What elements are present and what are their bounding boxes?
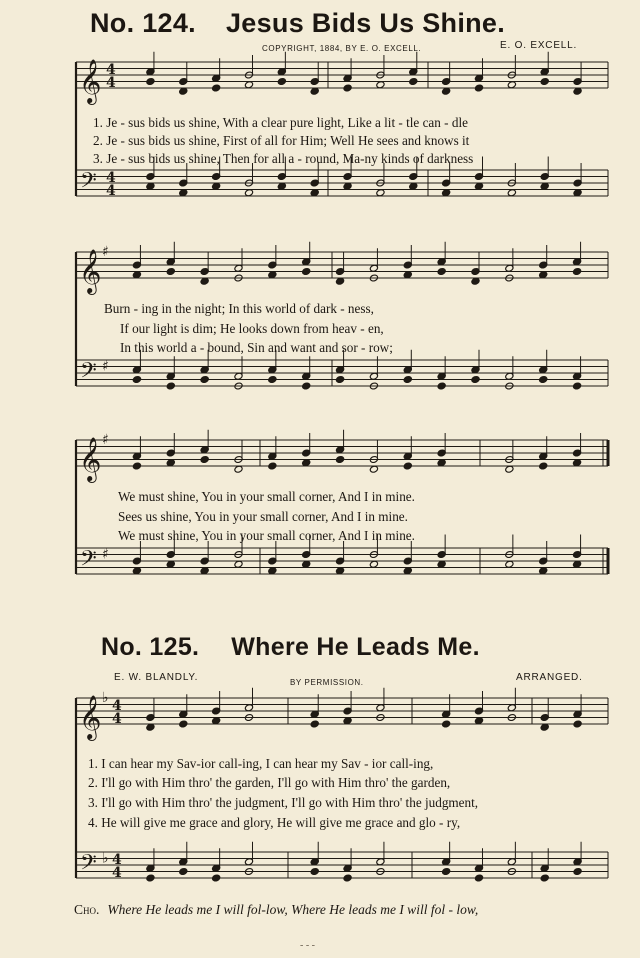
h124-sys3-note (200, 456, 209, 464)
h124-sys2-note (200, 376, 209, 384)
h125-verse4: 4. He will give me grace and glory, He will give me grace and glo - ry, (88, 815, 461, 830)
h124-sys1-note (146, 182, 155, 190)
h124-sys2-note (539, 376, 548, 384)
h124-sys1-note (507, 81, 516, 89)
h124-sys1-note (277, 78, 286, 86)
h124-sys3-note (403, 567, 412, 575)
h124-sys1-note (507, 189, 516, 197)
h124-sys3-note (505, 465, 514, 473)
h124-sys1-note (179, 189, 188, 197)
h124-sys1-treble-clef-icon: 𝄞 (79, 59, 102, 103)
h124-sys2-key-signature-icon: ♯ (102, 243, 109, 260)
h124-sys3-note (505, 560, 514, 568)
h124-sys2-note (166, 382, 175, 390)
h124-sys2-note (302, 382, 311, 390)
h124-sys3-note (200, 567, 209, 575)
h125-sys1-note (179, 720, 188, 728)
h124-sys2-note (268, 376, 277, 384)
h125-sys1-time-sig: 4 (112, 852, 122, 868)
h124-s2-line2: If our light is dim; He looks down from heav - en, (120, 321, 384, 336)
h124-sys1-bass-clef-icon: 𝄢 (80, 168, 97, 199)
h125-sys1-note (146, 874, 155, 882)
h124-sys3-note (573, 560, 582, 568)
h124-sys1-time-sig: 4 (106, 62, 116, 78)
h125-sys1-note (474, 874, 483, 882)
h124-sys3-note (302, 560, 311, 568)
h124-sys3-note (539, 462, 548, 470)
h124-sys1-note (310, 87, 319, 95)
h124-sys3-note (268, 567, 277, 575)
h124-sys1-time-sig: 4 (106, 75, 116, 91)
h124-sys1-note (212, 182, 221, 190)
h124-sys1-note (376, 189, 385, 197)
h124-sys3-key-signature-icon: ♯ (102, 546, 109, 563)
h124-sys3-note (166, 560, 175, 568)
h124-sys1-note (277, 182, 286, 190)
h124-sys2-note (403, 376, 412, 384)
h125-sys1-time-sig: 4 (112, 711, 122, 727)
h124-sys2-bass-clef-icon: 𝄢 (80, 358, 97, 389)
h124-sys3-note (437, 560, 446, 568)
h124-sys1-note (409, 182, 418, 190)
h125-sys1-note (343, 717, 352, 725)
hymn-124-name: Jesus Bids Us Shine. (225, 8, 506, 38)
h125-sys1-note (212, 717, 221, 725)
h124-sys3-note (132, 462, 141, 470)
h124-sys3-note (369, 560, 378, 568)
h124-s1-line1: 1. Je - sus bids us shine, With a clear pure light, Like a lit - tle can - dle (93, 115, 468, 130)
h124-s2-line1: Burn - ing in the night; In this world of dark - ness, (104, 301, 374, 316)
h124-sys3-treble-clef-icon: 𝄞 (79, 437, 102, 481)
page-footer-marks: - - - (300, 940, 315, 951)
h124-s2-line3: In this world a - bound, Sin and want and sor - row; (120, 340, 393, 355)
h124-sys1-note (442, 189, 451, 197)
h125-verse2: 2. I'll go with Him thro' the garden, I'll go with Him thro' the garden, (88, 775, 451, 790)
chorus-label: Cho. (74, 902, 100, 917)
h124-sys2-note (573, 268, 582, 276)
h124-sys1-note (244, 81, 253, 89)
h124-sys1-note (376, 81, 385, 89)
h124-sys2-note (336, 277, 345, 285)
h124-sys2-treble-clef-icon: 𝄞 (79, 249, 102, 293)
h124-sys2-note (302, 268, 311, 276)
hymn-125-permission: BY PERMISSION. (290, 678, 364, 687)
h124-sys3-note (336, 456, 345, 464)
h124-sys1-note (310, 189, 319, 197)
hymn-124-composer: E. O. EXCELL. (500, 40, 578, 51)
h124-sys1-note (474, 182, 483, 190)
h124-sys1-note (343, 84, 352, 92)
h124-sys2-note (166, 268, 175, 276)
h124-sys3-note (302, 459, 311, 467)
h124-sys3-note (369, 465, 378, 473)
h124-sys1-note (146, 78, 155, 86)
h125-sys1-note (310, 720, 319, 728)
h124-sys2-note (437, 268, 446, 276)
h124-sys2-note (403, 271, 412, 279)
h124-sys3-note (403, 462, 412, 470)
hymn-124-number: No. 124. (90, 8, 196, 38)
h124-sys3-bass-clef-icon: 𝄢 (80, 546, 97, 577)
h125-sys1-bass-clef-icon: 𝄢 (80, 850, 97, 881)
h124-sys2-note (539, 271, 548, 279)
h124-sys1-note (179, 87, 188, 95)
h124-sys2-note (471, 277, 480, 285)
h124-sys2-note (132, 271, 141, 279)
h124-sys3-note (573, 459, 582, 467)
h124-sys1-note (540, 182, 549, 190)
h125-sys1-note (540, 723, 549, 731)
h125-sys1-treble-clef-icon: 𝄞 (79, 695, 102, 739)
h125-sys1-note (573, 868, 582, 876)
h124-s3-line3: We must shine, You in your small corner, And I in mine. (118, 528, 415, 543)
h124-sys1-time-sig: 4 (106, 183, 116, 199)
h125-verse3: 3. I'll go with Him thro' the judgment, I'll go with Him thro' the judgment, (88, 795, 479, 810)
h125-sys1-key-signature-icon: ♭ (102, 689, 109, 706)
h124-sys1-note (573, 189, 582, 197)
h124-s3-line2: Sees us shine, You in your small corner, And I in mine. (118, 509, 408, 524)
h124-sys2-note (573, 382, 582, 390)
h124-sys2-key-signature-icon: ♯ (102, 358, 109, 375)
h124-sys1-note (212, 84, 221, 92)
hymn-125-number: No. 125. (101, 633, 200, 661)
h124-sys1-time-sig: 4 (106, 170, 116, 186)
hymn-125-arranger: ARRANGED. (516, 672, 583, 683)
h125-sys1-note (540, 874, 549, 882)
h125-sys1-note (442, 720, 451, 728)
h124-sys1-note (409, 78, 418, 86)
h125-sys1-note (212, 874, 221, 882)
h125-sys1-note (343, 874, 352, 882)
h124-sys3-note (166, 459, 175, 467)
h124-sys2-note (132, 376, 141, 384)
h124-sys1-note (474, 84, 483, 92)
h124-sys3-key-signature-icon: ♯ (102, 431, 109, 448)
h124-sys3-note (268, 462, 277, 470)
h124-sys3-note (234, 560, 243, 568)
h125-sys1-time-sig: 4 (112, 698, 122, 714)
h124-sys1-note (442, 87, 451, 95)
hymn-125-author: E. W. BLANDLY. (114, 672, 199, 683)
h124-sys2-note (336, 376, 345, 384)
h124-sys3-note (132, 567, 141, 575)
h124-sys1-note (540, 78, 549, 86)
h124-sys2-note (471, 376, 480, 384)
h125-sys1-time-sig: 4 (112, 865, 122, 881)
h124-sys2-note (200, 277, 209, 285)
h124-s1-line2: 2. Je - sus bids us shine, First of all for Him; Well He sees and knows it (93, 133, 470, 148)
hymn-125-name: Where He Leads Me. (231, 633, 480, 661)
h125-sys1-note (442, 868, 451, 876)
h124-sys3-note (539, 567, 548, 575)
h124-sys1-note (343, 182, 352, 190)
h125-sys1-note (146, 723, 155, 731)
h124-sys2-note (437, 382, 446, 390)
h125-sys1-key-signature-icon: ♭ (102, 850, 109, 867)
h124-sys3-note (437, 459, 446, 467)
h125-verse1: 1. I can hear my Sav-ior call-ing, I can hear my Sav - ior call-ing, (88, 756, 434, 771)
h124-sys2-note (268, 271, 277, 279)
h125-sys1-note (474, 717, 483, 725)
chorus-text: Where He leads me I will fol-low, Where He leads me I will fol - low, (107, 902, 479, 917)
h124-sys1-note (244, 189, 253, 197)
h125-sys1-note (573, 720, 582, 728)
h124-sys3-note (234, 465, 243, 473)
hymn-124-copyright: COPYRIGHT, 1884, BY E. O. EXCELL. (262, 44, 422, 53)
h124-s1-line3: 3. Je - sus bids us shine, Then for all a - round, Ma-ny kinds of darkness (93, 151, 474, 166)
h124-s3-line1: We must shine, You in your small corner, And I in mine. (118, 489, 415, 504)
h125-sys1-note (179, 868, 188, 876)
h125-sys1-note (310, 868, 319, 876)
h124-sys1-note (573, 87, 582, 95)
h124-sys3-note (336, 567, 345, 575)
